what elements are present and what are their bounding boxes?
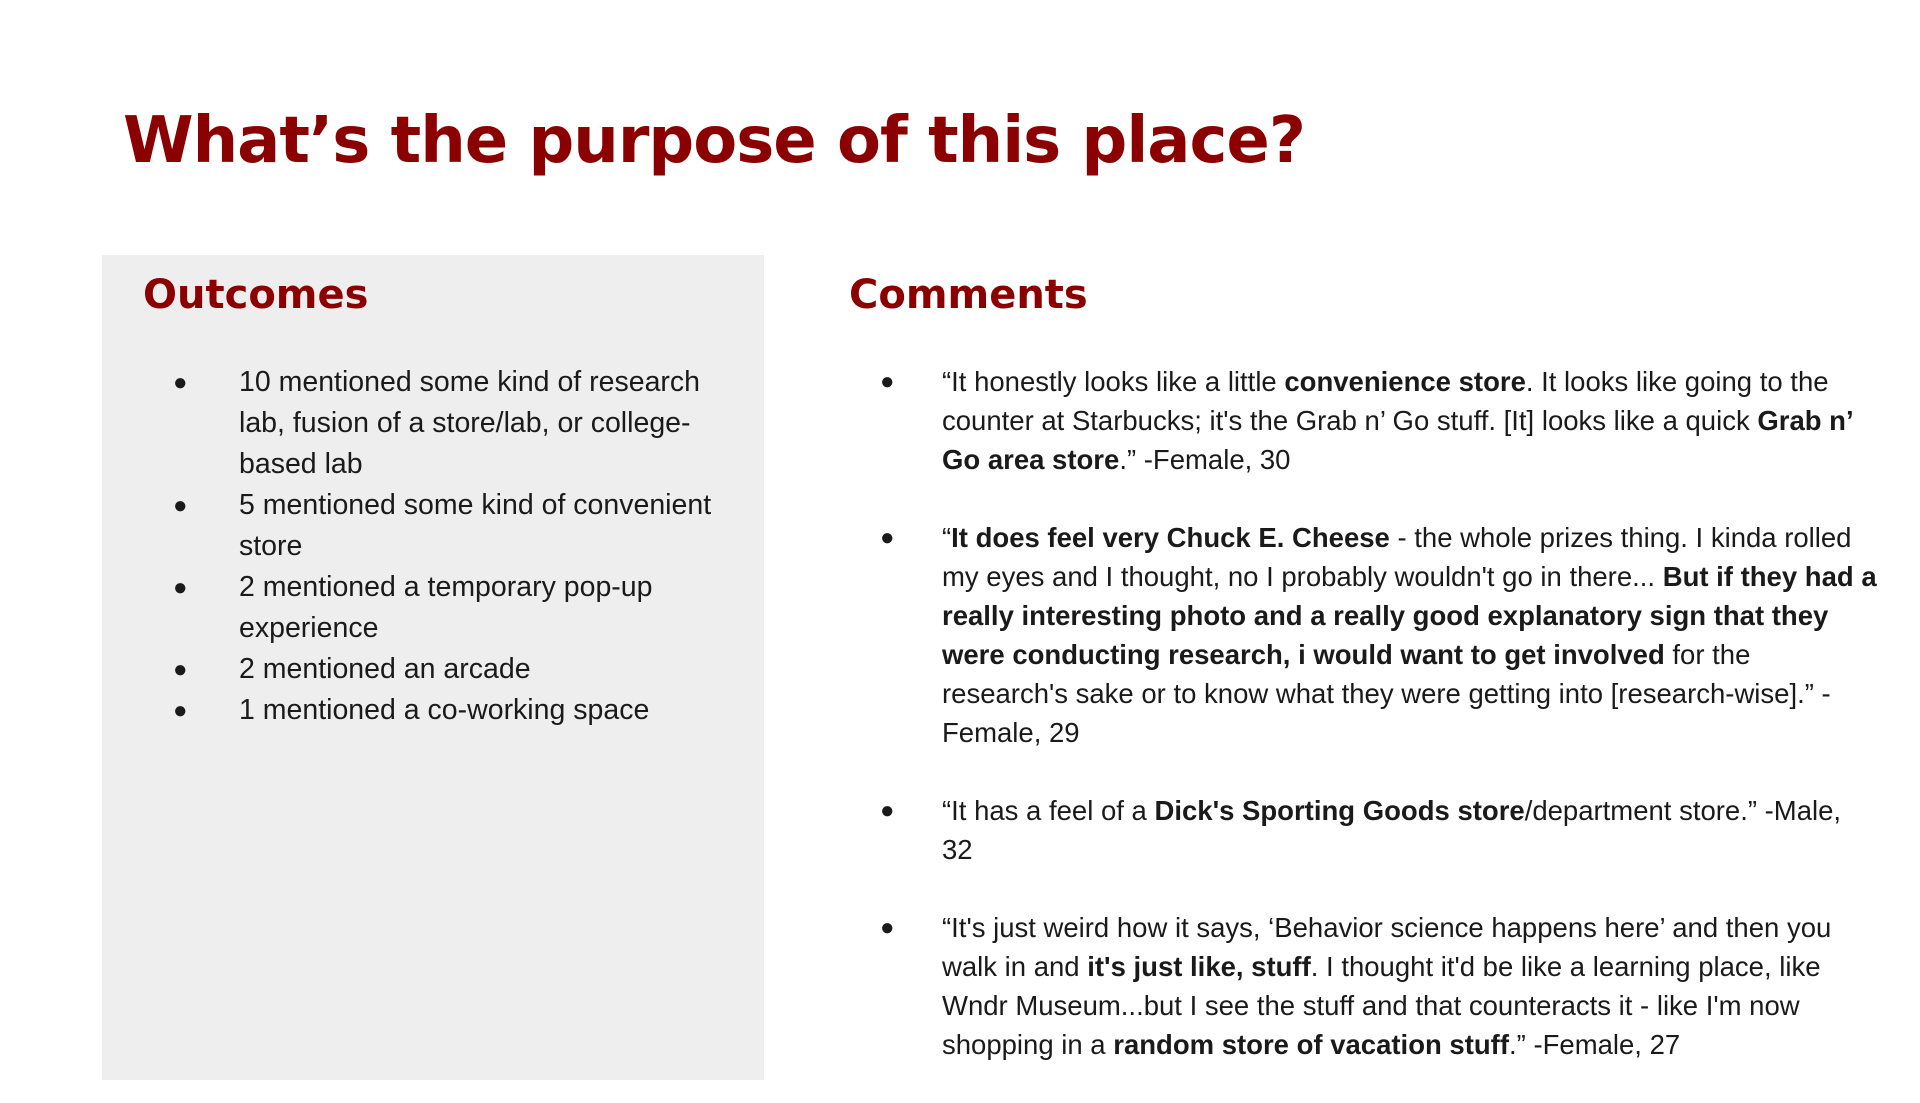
comment-text [942,366,1852,475]
outcome-text: 10 mentioned some kind of research lab, fusion of a store/lab, or college-based lab [239,366,701,480]
comment-item [877,518,1877,752]
comment-segment: for the research's sake or to know what they were getting into [research-wise].” -Female, 29 [942,639,1831,748]
comment-highlight: convenience store [1284,366,1526,397]
comment-highlight: it's just like, stuff [1087,951,1311,982]
outcome-text: 2 mentioned an arcade [239,653,531,685]
outcomes-list [170,362,730,731]
comments-list [877,362,1877,1103]
bullet-icon: ● [173,697,188,724]
outcome-item [170,649,730,690]
comment-segment: /department store.” -Male, 32 [942,795,1842,865]
comment-highlight: It does feel very Chuck E. Cheese [951,522,1390,553]
outcomes-heading: Outcomes [143,272,369,318]
comment-highlight: Dick's Sporting Goods store [1154,795,1525,826]
bullet-icon: ● [173,369,188,396]
comment-item [877,908,1877,1064]
comment-segment: . I thought it'd be like a learning place, like Wndr Museum...but I see the stuff and that counteracts it - like I'm now shopping in a [942,951,1821,1060]
comment-item [877,791,1877,869]
comments-heading: Comments [849,272,1088,318]
slide-title: What’s the purpose of this place? [123,104,1305,178]
comment-text [942,522,1877,748]
bullet-icon: ● [173,656,188,683]
outcome-item [170,362,730,485]
outcome-item [170,690,730,731]
outcome-text: 1 mentioned a co-working space [239,694,650,726]
comment-text [942,795,1841,865]
comment-highlight: Grab n’ Go area store [942,405,1853,475]
outcome-item [170,485,730,567]
comment-segment: - the whole prizes thing. I kinda rolled my eyes and I thought, no I probably wouldn't go in there... [942,522,1852,592]
bullet-icon: ● [173,574,188,601]
comment-segment: “It's just weird how it says, ‘Behavior science happens here’ and then you walk in and [942,912,1832,982]
comment-highlight: But if they had a really interesting photo and a really good explanatory sign that they were conducting research, i would want to get involved [942,561,1877,670]
bullet-icon: ● [880,797,895,824]
comment-segment: .” -Female, 30 [1119,444,1291,475]
comment-item [877,362,1877,479]
comment-segment: . It looks like going to the counter at Starbucks; it's the Grab n’ Go stuff. [It] looks like a quick [942,366,1829,436]
bullet-icon: ● [880,368,895,395]
bullet-icon: ● [173,492,188,519]
outcome-text: 5 mentioned some kind of convenient store [239,489,712,562]
comment-segment: .” -Female, 27 [1509,1029,1681,1060]
comment-segment: “It honestly looks like a little [942,366,1285,397]
comment-highlight: random store of vacation stuff [1113,1029,1509,1060]
bullet-icon: ● [880,914,895,941]
outcome-item [170,567,730,649]
outcome-text: 2 mentioned a temporary pop-up experience [239,571,653,644]
comment-segment: “ [942,522,952,553]
comment-segment: “It has a feel of a [942,795,1155,826]
bullet-icon: ● [880,524,895,551]
comment-text [942,912,1831,1060]
